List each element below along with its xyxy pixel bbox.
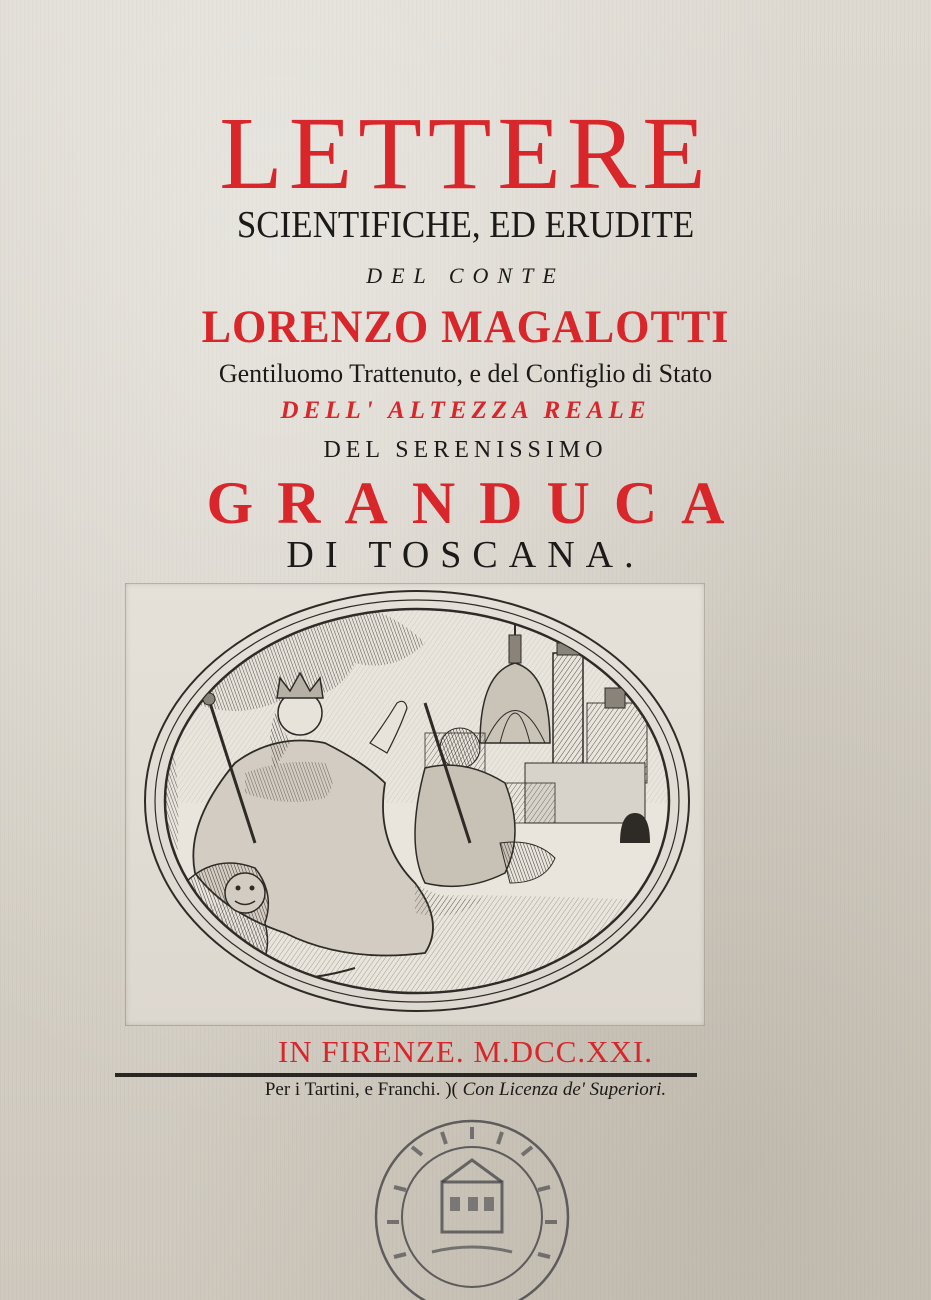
dedication-granduca: GRANDUCA xyxy=(206,470,749,536)
library-stamp-icon xyxy=(372,1112,582,1300)
engraving-icon xyxy=(125,583,705,1026)
imprint-place-date: IN FIRENZE. M.DCC.XXI. xyxy=(277,1034,654,1069)
engraving-plate xyxy=(125,583,705,1026)
book-title: LETTERE xyxy=(219,96,712,211)
author-name: LORENZO MAGALOTTI xyxy=(201,301,730,353)
separator: )( xyxy=(445,1079,458,1100)
printer-line xyxy=(0,1080,931,1101)
author-rank: Gentiluomo Trattenuto, e del Configlio di Stato xyxy=(218,359,713,388)
dedication-toscana: DI TOSCANA. xyxy=(286,534,645,576)
printer-name: Per i Tartini, e Franchi. xyxy=(264,1079,441,1100)
book-subtitle: SCIENTIFICHE, ED ERUDITE xyxy=(236,204,695,246)
author-prefix: DEL CONTE xyxy=(366,263,565,288)
licence-note: Con Licenza de' Superiori. xyxy=(462,1079,667,1100)
dedication-serenissimo: DEL SERENISSIMO xyxy=(323,437,608,463)
imprint-rule xyxy=(115,1073,697,1077)
dedication-altezza: DELL' ALTEZZA REALE xyxy=(280,397,651,424)
